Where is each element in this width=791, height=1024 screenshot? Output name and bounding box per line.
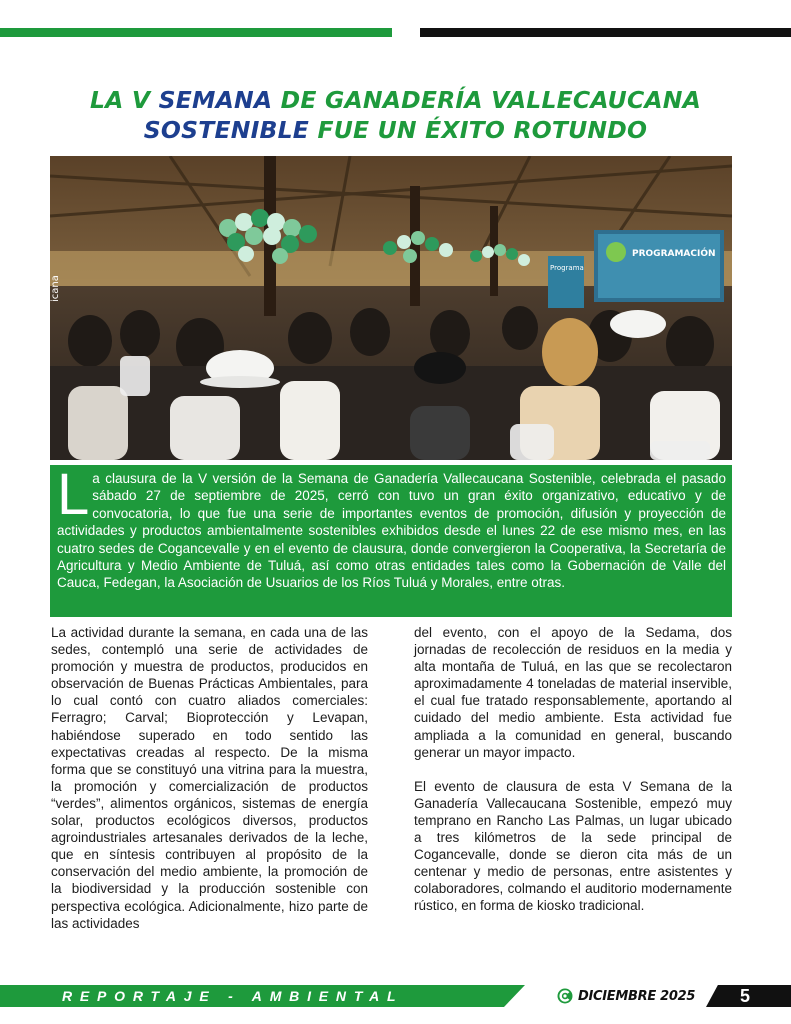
top-rule-black: [420, 28, 791, 37]
event-photo: [50, 156, 732, 460]
top-rule-green: [0, 28, 392, 37]
lead-paragraph-box: [50, 462, 732, 617]
side-banner-text: Programa: [550, 264, 584, 272]
body-paragraph: del evento, con el apoyo de la Sedama, dos jornadas de recolección de residuos en la media y alta montaña de Tuluá, en las que se recolectaron aproximadamente 4 toneladas de material inservible, el cual fue tratado responsablemente, aportando al cuidado del medio ambiente. Esta actividad fue ampliada a la comunidad en general, buscando generar un mayor impacto.: [414, 625, 732, 760]
drop-cap: L: [57, 462, 90, 527]
cooperative-logo-icon: [557, 988, 573, 1004]
headline-line-1: LA V SEMANA DE GANADERÍA VALLECAUCANA: [89, 86, 702, 114]
issue-date: DICIEMBRE 2025: [578, 989, 696, 1004]
footer-section-label: REPORTAJE - AMBIENTAL: [62, 988, 404, 1004]
page-number: 5: [740, 986, 751, 1006]
headline-line-2: SOSTENIBLE FUE UN ÉXITO ROTUNDO: [143, 116, 648, 144]
article-headline: [40, 85, 751, 145]
body-column-right: [414, 624, 732, 915]
body-paragraph: La actividad durante la semana, en cada una de las sedes, contempló una serie de actividades de promoción y muestra de productos, producidos en observación de Buenas Prácticas Ambientales, para lo cual contó con cuatro aliados comerciales: Ferragro; Carval; Bioprotección y Levapan, habiéndose superado en todo sentido las expectativas creadas al respecto. De la misma forma que se constituyó una vitrina para la muestra, la promoción y comercialización de productos “verdes”, alimentos orgánicos, sistemas de energía solar, productos ecológicos diversos, productos agroindustriales artesanales derivados de la leche, que en síntesis contribuyen al propósito de la conservación del medio ambiente, la promoción de la biodiversidad y la producción sostenible con perspectiva ecológica. Adicionalmente, hizo parte de las actividades: [51, 625, 368, 931]
event-photo-illustration: [50, 156, 732, 460]
body-paragraph: El evento de clausura de esta V Semana de la Ganadería Vallecaucana Sostenible, empezó muy temprano en Rancho Las Palmas, un lugar ubicado a tres kilómetros de la sede principal de Cogancevalle, donde se dieron cita más de un centenar y medio de personas, entre asistentes y colaboradores, colmando el auditorio modernamente rústico, en forma de kiosko tradicional.: [414, 778, 732, 914]
lead-text: a clausura de la V versión de la Semana de Ganadería Vallecaucana Sostenible, celebrada el pasado sábado 27 de septiembre de 2025, cerró con tuvo un gran éxito organizativo, educativo y de convocatoria, lo que fue una serie de importantes eventos de promoción, difusión y proyección de actividades y productos ambientalmente sostenibles exhibidos desde el lunes 22 de ese mismo mes, en las cuatro sedes de Cogancevalle y en el evento de clausura, donde convergieron la Cooperativa, la Secretaría de Agricultura y Medio Ambiente de Tuluá, así como otras entidades tales como la Gobernación de Valle del Cauca, Fedegan, la Asociación de Usuarios de los Ríos Tuluá y Morales, entre otras.: [57, 471, 726, 591]
body-column-left: [51, 624, 368, 932]
screen-text: PROGRAMACIÓN: [632, 249, 716, 259]
wall-text: icana: [50, 275, 61, 302]
